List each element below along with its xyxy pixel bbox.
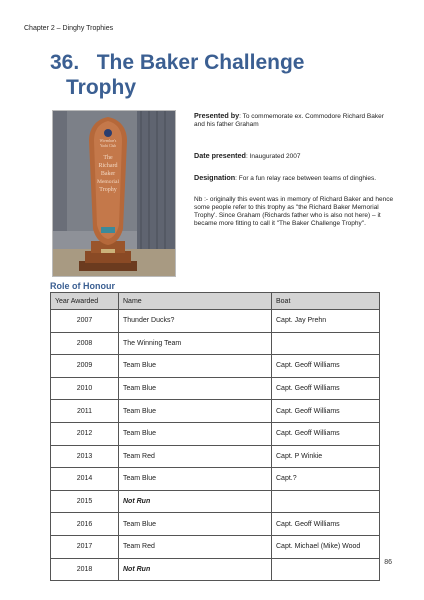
designation [194, 174, 394, 196]
year-cell: 2013 [51, 445, 119, 468]
boat-cell [272, 558, 380, 581]
year-cell: 2009 [51, 355, 119, 378]
name-cell: Team Red [119, 445, 272, 468]
year-cell: 2012 [51, 422, 119, 445]
table-row [51, 355, 380, 378]
table-row [51, 513, 380, 536]
designation-text: : For a fun relay race between teams of dinghies. [235, 175, 377, 182]
boat-cell: Capt. Geoff Williams [272, 355, 380, 378]
year-cell: 2007 [51, 310, 119, 333]
title-line-2: Trophy [66, 76, 137, 99]
table-row [51, 535, 380, 558]
date-label: Date presented [194, 151, 246, 160]
table-row [51, 422, 380, 445]
table-row [51, 310, 380, 333]
name-cell: Team Blue [119, 468, 272, 491]
engraving-line: The [103, 155, 113, 161]
designation-label: Designation [194, 173, 236, 182]
name-cell: Team Blue [119, 422, 272, 445]
name-cell: Team Blue [119, 377, 272, 400]
name-cell: Not Run [119, 558, 272, 581]
boat-cell [272, 332, 380, 355]
engraving-line: Memorial [96, 179, 120, 185]
page-title [50, 50, 304, 100]
engraving-line: Wivenhoe's [99, 139, 117, 143]
presented-by-label: Presented by [194, 111, 240, 120]
table-header-row [51, 293, 380, 310]
note-text: Nb :- originally this event was in memory of Richard Baker and hence some people refer to this trophy as "the Richard Baker Memorial Trophy'. Since Graham (Richards father who is also not here) – it became more fitting to call it "The Baker Challenge Trophy". [194, 196, 394, 227]
year-cell: 2014 [51, 468, 119, 491]
roll-of-honour-heading: Role of Honour [50, 281, 115, 291]
trophy-photo [52, 110, 176, 277]
table-row [51, 490, 380, 513]
page-number: 86 [384, 559, 392, 566]
trophy-engraving [89, 139, 127, 194]
boat-cell: Capt.? [272, 468, 380, 491]
table-row [51, 400, 380, 423]
table-row [51, 377, 380, 400]
boat-cell: Capt. Jay Prehn [272, 310, 380, 333]
boat-cell [272, 490, 380, 513]
name-cell: Not Run [119, 490, 272, 513]
year-cell: 2011 [51, 400, 119, 423]
engraving-line: Baker [100, 171, 116, 177]
engraving-line: Trophy [99, 187, 117, 193]
year-cell: 2010 [51, 377, 119, 400]
table-row [51, 332, 380, 355]
title-text-1: The Baker Challenge [96, 51, 305, 74]
boat-cell: Capt. P Winkie [272, 445, 380, 468]
table-body [51, 310, 380, 581]
table-row [51, 445, 380, 468]
year-cell: 2018 [51, 558, 119, 581]
year-cell: 2016 [51, 513, 119, 536]
date-text: : Inaugurated 2007 [245, 153, 301, 160]
boat-cell: Capt. Geoff Williams [272, 422, 380, 445]
boat-cell: Capt. Geoff Williams [272, 400, 380, 423]
presented-by-text: : To commemorate ex. Commodore Richard Baker and his father Graham [194, 113, 384, 128]
roll-of-honour-table [50, 292, 380, 581]
header-year: Year Awarded [51, 293, 119, 310]
header-name: Name [119, 293, 272, 310]
boat-cell: Capt. Michael (Mike) Wood [272, 535, 380, 558]
chapter-header: Chapter 2 – Dinghy Trophies [24, 25, 114, 32]
presented-by [194, 112, 394, 152]
trophy-info [194, 112, 394, 228]
boat-cell: Capt. Geoff Williams [272, 513, 380, 536]
table-row [51, 558, 380, 581]
year-cell: 2008 [51, 332, 119, 355]
year-cell: 2015 [51, 490, 119, 513]
date-presented [194, 152, 394, 174]
name-cell: Team Blue [119, 355, 272, 378]
name-cell: Team Blue [119, 513, 272, 536]
table-row [51, 468, 380, 491]
engraving-line: Yacht Club [99, 143, 117, 148]
engraving-line: Richard [98, 163, 118, 169]
boat-cell: Capt. Geoff Williams [272, 377, 380, 400]
name-cell: Thunder Ducks? [119, 310, 272, 333]
name-cell: The Winning Team [119, 332, 272, 355]
name-cell: Team Blue [119, 400, 272, 423]
name-cell: Team Red [119, 535, 272, 558]
title-line-1 [50, 50, 304, 75]
title-number: 36. [50, 51, 80, 74]
year-cell: 2017 [51, 535, 119, 558]
header-boat: Boat [272, 293, 380, 310]
